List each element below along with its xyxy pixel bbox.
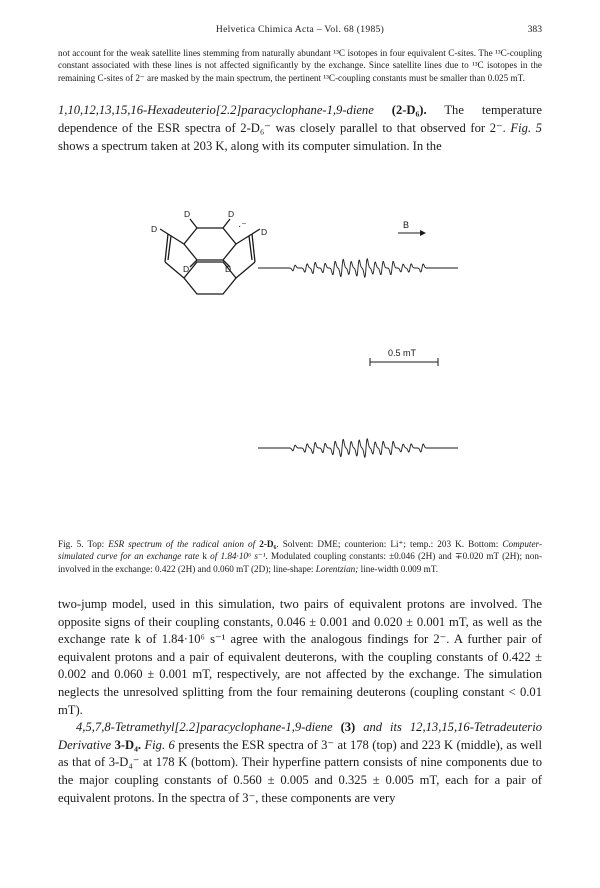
body-text <box>58 596 542 807</box>
caption-top-prefix: Top: <box>87 539 105 549</box>
caption-linewidth: line-width 0.009 mT. <box>360 563 439 574</box>
caption-rate-value: of 1.84·10⁶ s⁻¹ <box>210 551 266 562</box>
paragraph-heading: 4,5,7,8-Tetramethyl[2.2]paracyclophane-1,9-diene <box>76 720 333 735</box>
simulated-spectrum <box>258 439 458 457</box>
section-text-2: shows a spectrum taken at 203 K, along with its computer simulation. In the <box>58 138 442 153</box>
field-direction <box>398 220 426 236</box>
body-paragraph-2 <box>58 719 542 807</box>
deuterium-label: D <box>261 227 268 237</box>
caption-top-italic: ESR spectrum of the radical anion of <box>108 539 256 549</box>
caption-lineshape: Lorentzian; <box>315 563 359 574</box>
body-paragraph: two-jump model, used in this simulation, two pairs of equivalent protons are involved. The opposite signs of their coupling constants, 0.046 ± 0.001 and 0.020 ± 0.001 mT, as well as the exchange rate k of 1.84·10⁶ s⁻¹ agree with the analogous findings for 2⁻. A further pair of equivalent protons and a pair of equivalent deuterons, with the coupling constants of 0.422 ± 0.002 and 0.060 ± 0.001 mT, respectively, are not affected by the exchange. The simulation neglects the unresolved splitting from the four remaining deuterons (coupling constant < 0.01 mT). <box>58 597 542 717</box>
figure-caption <box>58 538 542 575</box>
page-number: 383 <box>527 24 542 35</box>
radical-anion-mark: ·⁻ <box>238 221 247 232</box>
compound-label-2: 3-D₄. <box>114 737 142 752</box>
journal-title: Helvetica Chimica Acta – Vol. 68 (1985) <box>215 24 385 35</box>
deuterium-label: D <box>228 209 235 219</box>
caption-top-rest: . Solvent: DME; counterion: Li⁺; temp.: 203 K. Bottom: <box>276 539 499 549</box>
caption-label: Fig. 5. <box>58 539 84 549</box>
experimental-spectrum <box>258 259 458 277</box>
deuterium-label: D <box>183 264 190 274</box>
figure-reference: Fig. 6 <box>144 737 175 752</box>
intro-paragraph: not account for the weak satellite lines stemming from naturally abundant ¹³C isotopes in four equivalent C-sites. The ¹³C-coupling constant associated with these lines is not affected significantly by the exchange. Since satellite lines due to ¹³C isotopes in the remaining C-sites of 2⁻ are masked by the main spectrum, the pertinent ¹³C-coupling constants must be smaller than 0.025 mT. <box>58 48 542 83</box>
deuterium-label: D <box>151 224 158 234</box>
figure-reference: Fig. 5 <box>510 120 542 135</box>
compound-label: (2-D₆). <box>391 103 427 117</box>
compound-label: (3) <box>340 720 356 735</box>
deuterium-label: D <box>225 264 232 274</box>
caption-bottom-rest: . Modulated coupling constants: ±0.046 (2H) and ∓0.020 mT (2H); non-involved in the exchange: 0.422 (2H) and 0.060 mT (2D); line-shape: <box>58 551 543 574</box>
scale-label: 0.5 mT <box>388 348 417 358</box>
caption-bottom-italic: Computer-simulated curve for an exchange rate <box>58 539 543 562</box>
caption-compound: 2-D₆ <box>259 539 277 549</box>
section-heading: 1,10,12,13,15,16-Hexadeuterio[2.2]paracyclophane-1,9-diene <box>58 103 374 117</box>
caption-rate-symbol: k <box>202 551 207 562</box>
deuterium-label: D <box>184 209 191 219</box>
field-label: B <box>403 220 410 230</box>
section-text: The temperature dependence of the ESR spectra of 2-D₆⁻ was closely parallel to that observed for 2⁻. <box>58 103 542 135</box>
scale-bar <box>370 348 438 366</box>
paragraph-heading-2: and its 12,13,15,16-Tetradeuterio Derivative <box>58 720 542 752</box>
paragraph-text: presents the ESR spectra of 3⁻ at 178 (top) and 223 K (middle), as well as that of 3-D₄⁻ at 178 K (bottom). Their hyperfine pattern consists of nine components due to the major coupling constants of 0.560 ± 0.005 and 0.325 ± 0.005 mT, each for a pair of equivalent protons. In the spectra of 3⁻, these components are very <box>58 737 542 805</box>
